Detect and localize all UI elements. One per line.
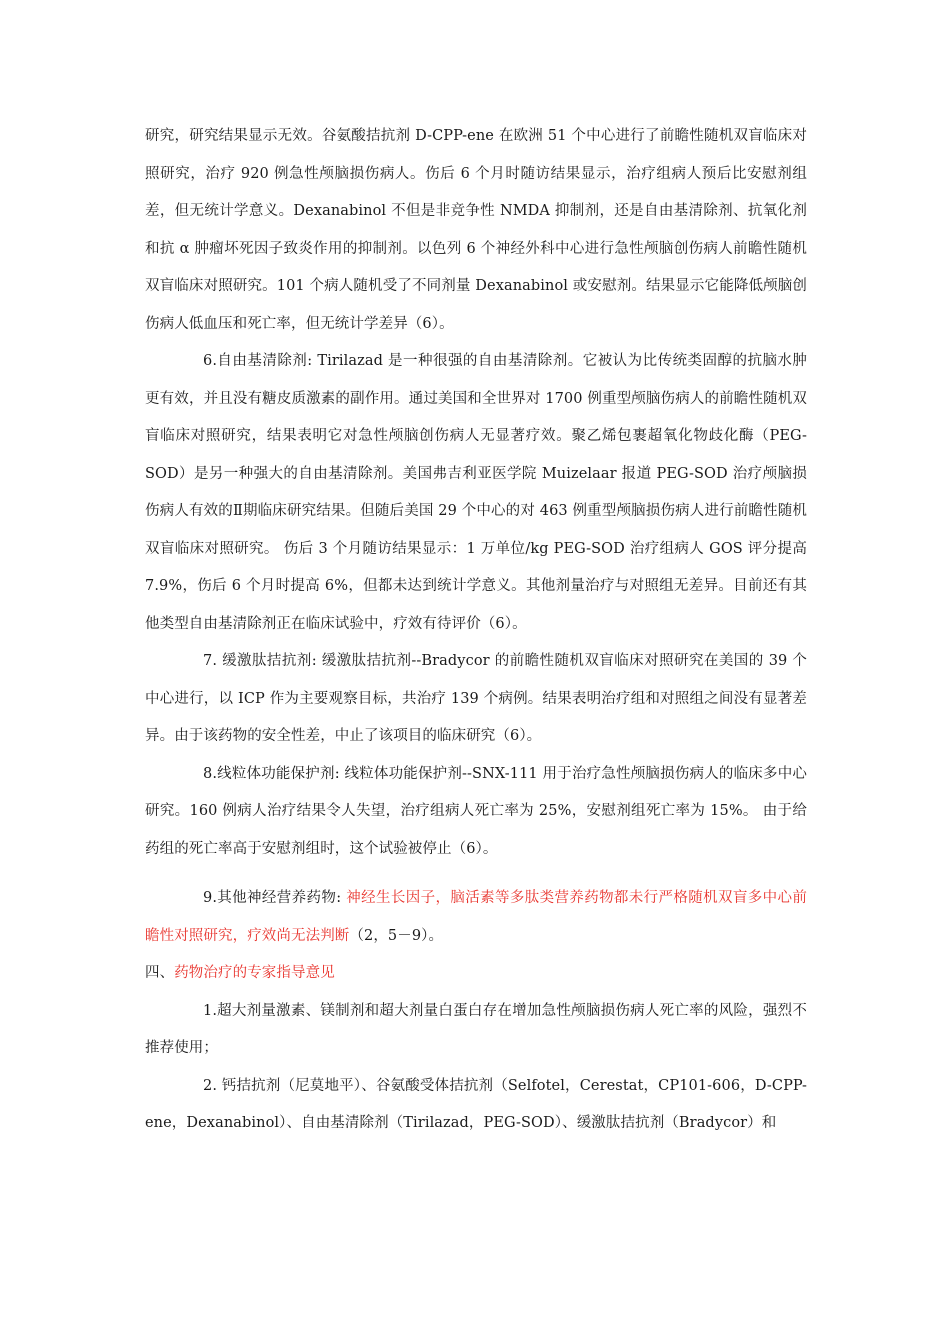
paragraph-free-radical-scavengers: 6.自由基清除剂: Tirilazad 是一种很强的自由基清除剂。它被认为比传统类固醇的抗脑水肿更有效，并且没有糖皮质激素的副作用。通过美国和全世界对 1700 例重型颅脑伤病人的前瞻性随机双盲临床对照研究，结果表明它对急性颅脑创伤病人无显著疗效。聚乙烯包裹超氧化物歧化酶（PEG-SOD）是另一种强大的自由基清除剂。美国弗吉利亚医学院 Muizelaar 报道 PEG-SOD 治疗颅脑损伤病人有效的Ⅱ期临床研究结果。但随后美国 29 个中心的对 463 例重型颅脑损伤病人进行前瞻性随机双盲临床对照研究。 伤后 3 个月随访结果显示：1 万单位/kg PEG-SOD 治疗组病人 GOS 评分提高 7.9%，伤后 6 个月时提高 6%，但都未达到统计学意义。其他剂量治疗与对照组无差异。目前还有其他类型自由基清除剂正在临床试验中，疗效有待评价（6）。 — [145, 353, 807, 632]
guidance-item-2: 2. 钙拮抗剂（尼莫地平）、谷氨酸受体拮抗剂（Selfotel，Cerestat，CP101-606，D-CPP-ene，Dexanabinol）、自由基清除剂（Tirilazad，PEG-SOD）、缓激肽拮抗剂（Bradycor）和 — [145, 1077, 807, 1131]
section-heading-expert-guidance — [145, 955, 807, 993]
section-title: 药物治疗的专家指导意见 — [174, 965, 335, 981]
paragraph-mitochondrial-protectors: 8.线粒体功能保护剂: 线粒体功能保护剂--SNX-111 用于治疗急性颅脑损伤病人的临床多中心研究。160 例病人治疗结果令人失望，治疗组病人死亡率为 25%，安慰剂组死亡率为 15%。 由于给药组的死亡率高于安慰剂组时，这个试验被停止（6）。 — [145, 765, 807, 857]
paragraph-neurotrophic-drugs — [145, 880, 807, 955]
guidance-item-1: 1.超大剂量激素、镁制剂和超大剂量白蛋白存在增加急性颅脑损伤病人死亡率的风险，强烈不推荐使用； — [145, 1002, 807, 1056]
paragraph-glutamate-dexanabinol: 研究，研究结果显示无效。谷氨酸拮抗剂 D-CPP-ene 在欧洲 51 个中心进行了前瞻性随机双盲临床对照研究，治疗 920 例急性颅脑损伤病人。伤后 6 个月时随访结果显示，治疗组病人预后比安慰剂组差，但无统计学意义。Dexanabinol 不但是非竞争性 NMDA 抑制剂，还是自由基清除剂、抗氧化剂和抗 α 肿瘤坏死因子致炎作用的抑制剂。以色列 6 个神经外科中心进行急性颅脑创伤病人前瞻性随机双盲临床对照研究。101 个病人随机受了不同剂量 Dexanabinol 或安慰剂。结果显示它能降低颅脑创伤病人低血压和死亡率，但无统计学差异（6）。 — [145, 128, 807, 332]
paragraph-neurotrophic-tail: （2，5－9）。 — [349, 927, 444, 944]
section-number: 四、 — [145, 965, 175, 981]
paragraph-bradykinin-antagonists: 7. 缓激肽拮抗剂: 缓激肽拮抗剂--Bradycor 的前瞻性随机双盲临床对照研究在美国的 39 个中心进行，以 ICP 作为主要观察目标，共治疗 139 个病例。结果表明治疗组和对照组之间没有显著差异。由于该药物的安全性差，中止了该项目的临床研究（6）。 — [145, 653, 807, 744]
paragraph-neurotrophic-lead: 9.其他神经营养药物: — [203, 890, 347, 906]
paragraph-neurotrophic-highlight: 神经生长因子，脑活素等多肽类营养药物都未行严格随机双盲多中心前瞻性对照研究，疗效尚无法判断 — [145, 890, 807, 944]
document-page — [145, 118, 807, 1143]
